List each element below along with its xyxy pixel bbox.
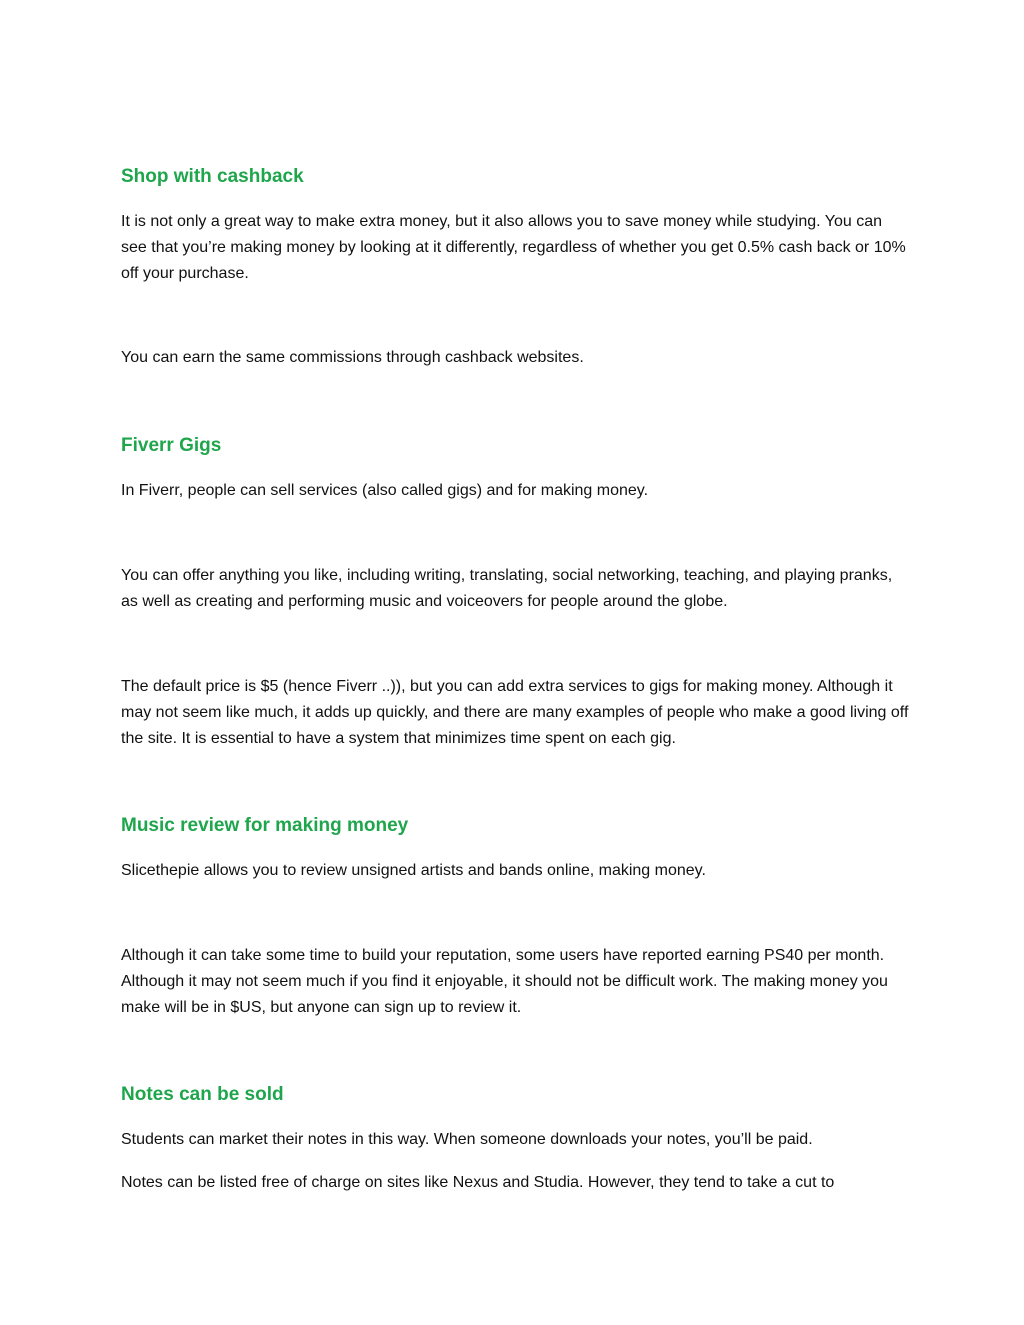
section-heading-notes-can-be-sold: Notes can be sold bbox=[121, 1084, 284, 1105]
paragraph: Slicethepie allows you to review unsigned artists and bands online, making money. bbox=[121, 862, 706, 879]
paragraph: It is not only a great way to make extra money, but it also allows you to save money while studying. You can see that you’re making money by looking at it differently, regardless of whether you get 0.5% cash back or 10% off your purchase. bbox=[121, 213, 906, 282]
paragraph: Students can market their notes in this way. When someone downloads your notes, you’ll be paid. bbox=[121, 1131, 813, 1148]
paragraph: In Fiverr, people can sell services (also called gigs) and for making money. bbox=[121, 482, 649, 499]
paragraph: The default price is $5 (hence Fiverr ..)), but you can add extra services to gigs for making money. Although it may not seem like much, it adds up quickly, and there are many examples of people who make a good living off the site. It is essential to have a system that minimizes time spent on each gig. bbox=[121, 678, 909, 747]
paragraph: Although it can take some time to build your reputation, some users have reported earning PS40 per month. Although it may not seem much if you find it enjoyable, it should not be difficult work. The making money you make will be in $US, but anyone can sign up to review it. bbox=[121, 947, 888, 1016]
paragraph: You can offer anything you like, including writing, translating, social networking, teaching, and playing pranks, as well as creating and performing music and voiceovers for people around the globe. bbox=[121, 567, 893, 610]
paragraph: Notes can be listed free of charge on sites like Nexus and Studia. However, they tend to take a cut to bbox=[121, 1174, 835, 1191]
paragraph: You can earn the same commissions through cashback websites. bbox=[121, 349, 584, 366]
section-heading-fiverr-gigs: Fiverr Gigs bbox=[121, 435, 222, 456]
section-heading-music-review: Music review for making money bbox=[121, 815, 409, 836]
section-heading-shop-with-cashback: Shop with cashback bbox=[121, 166, 304, 187]
